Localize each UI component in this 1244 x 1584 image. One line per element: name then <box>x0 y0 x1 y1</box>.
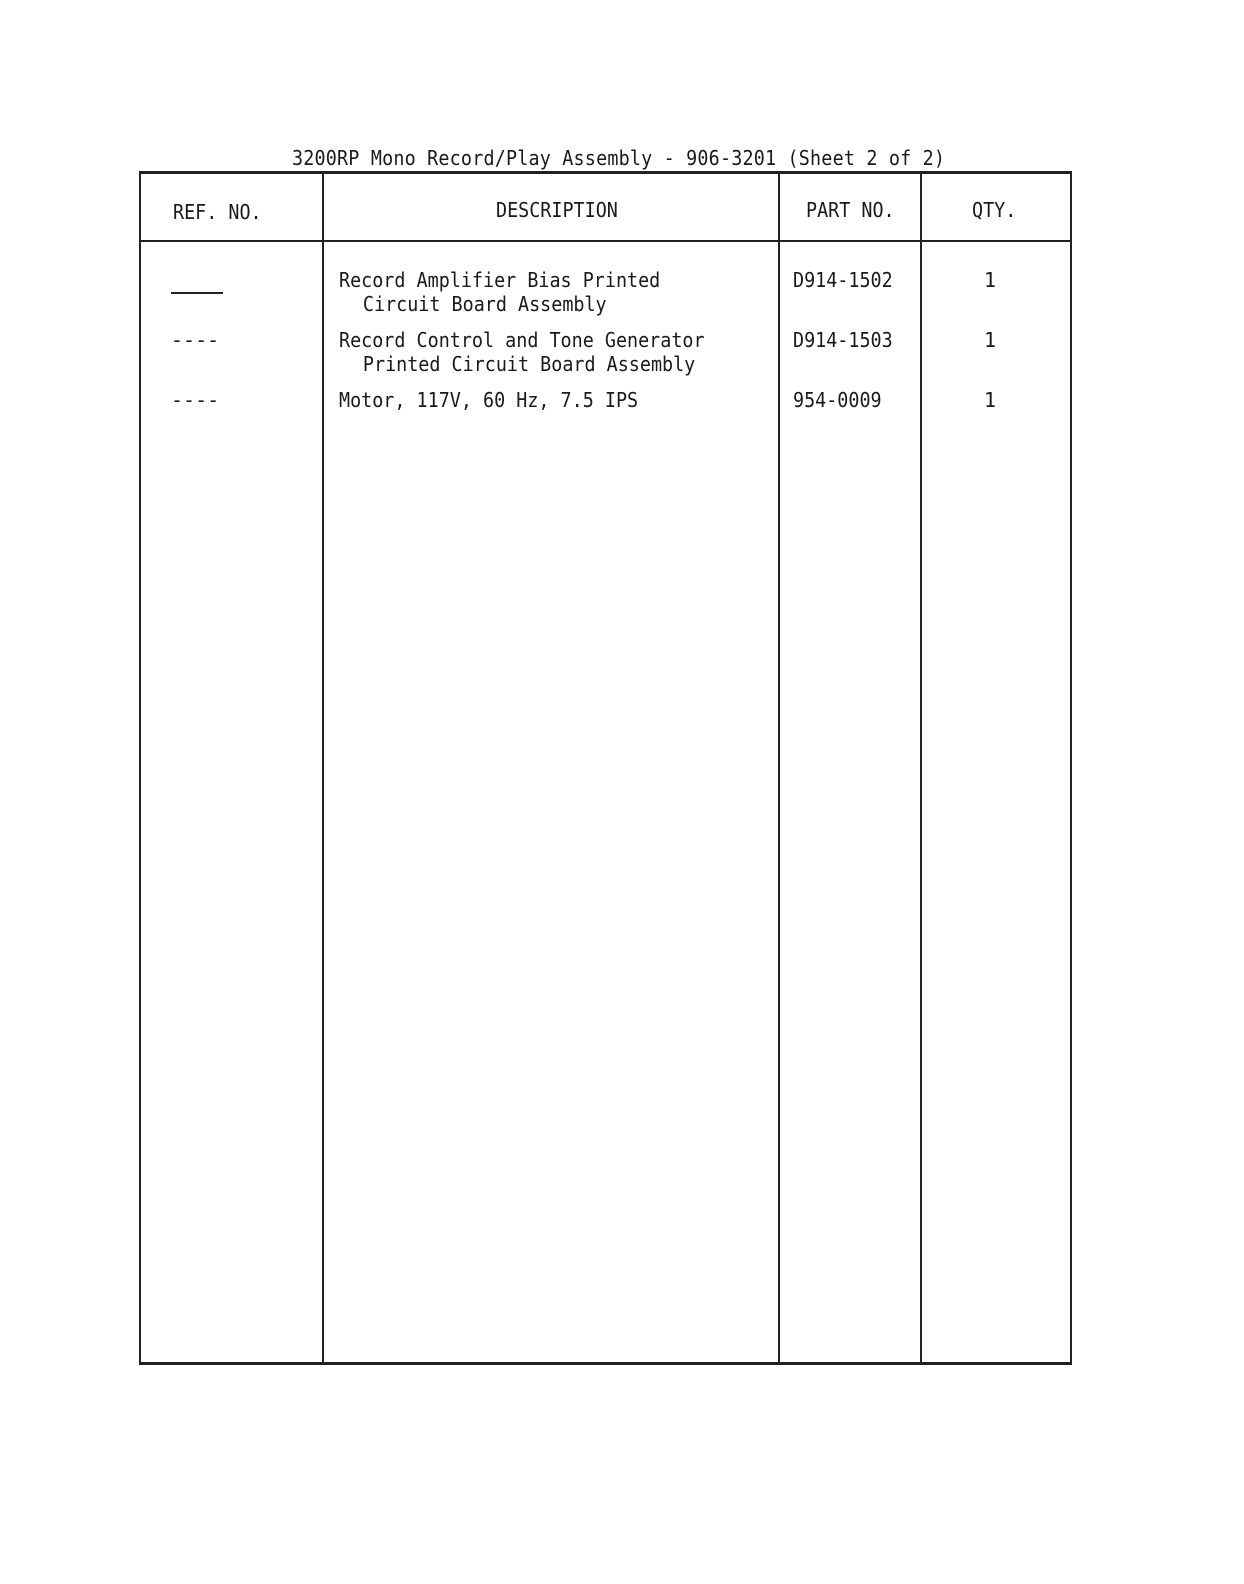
column-divider <box>322 174 324 1362</box>
header-divider <box>141 240 1070 242</box>
part-no-cell: D914-1502 <box>793 268 893 292</box>
description-cell <box>339 268 660 316</box>
header-qty: QTY. <box>972 198 1017 222</box>
description-line: Record Amplifier Bias Printed <box>339 268 661 292</box>
description-line: Motor, 117V, 60 Hz, 7.5 IPS <box>339 388 639 412</box>
description-line: Record Control and Tone Generator <box>339 328 705 352</box>
header-part-no: PART NO. <box>806 198 895 222</box>
qty-cell: 1 <box>984 268 997 292</box>
column-divider <box>778 174 780 1362</box>
header-ref-no: REF. NO. <box>173 200 262 224</box>
part-no-cell: 954-0009 <box>793 388 882 412</box>
qty-cell: 1 <box>984 328 997 352</box>
description-cell <box>339 328 705 376</box>
header-description: DESCRIPTION <box>496 198 618 222</box>
description-line-continued: Printed Circuit Board Assembly <box>362 352 696 376</box>
parts-table <box>139 171 1072 1365</box>
sheet-title: 3200RP Mono Record/Play Assembly - 906-3201 (Sheet 2 of 2) <box>292 146 946 170</box>
ref-no-cell: ---- <box>171 328 220 352</box>
ref-no-cell: ---- <box>171 388 220 412</box>
part-no-cell: D914-1503 <box>793 328 893 352</box>
description-line-continued: Circuit Board Assembly <box>362 292 607 316</box>
description-cell <box>339 388 638 412</box>
qty-cell: 1 <box>984 388 997 412</box>
ref-blank-line <box>171 292 223 294</box>
column-divider <box>920 174 922 1362</box>
